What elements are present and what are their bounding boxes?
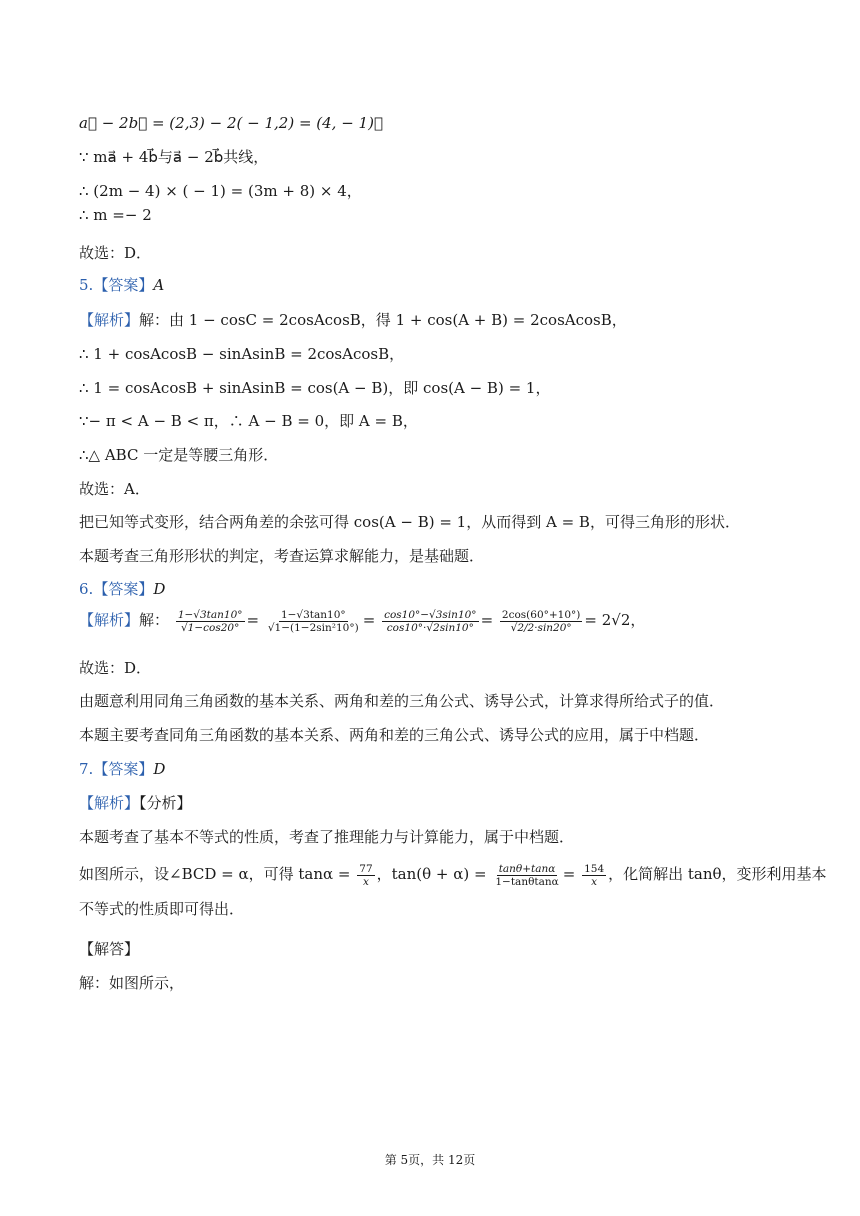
text-line: ∴△ ABC 一定是等腰三角形． — [79, 446, 279, 464]
text-line: ∴ m =− 2 — [79, 206, 152, 224]
section-tag: 【分析】 — [139, 794, 192, 812]
page-footer: 第 5页，共 12页 — [384, 1153, 476, 1167]
text-line: 不等式的性质即可得出． — [79, 900, 245, 918]
question-number: 7. — [79, 760, 94, 778]
fraction: $\frac{\tan\theta+\tan\alpha}{1-\tan\theta\tan\alpha}$ — [495, 862, 559, 888]
answer-tag: 【答案】 — [93, 276, 154, 294]
text-line: 如图所示，设∠BCD = α，可得 tanα = — [79, 865, 351, 883]
fraction: $\frac{2\cos(60^\circ+10^\circ)}{√2/2\cdot\sin 20^\circ}$ — [501, 608, 581, 634]
text-line: a⃗ − 2b⃗ = (2,3) − 2( − 1,2) = (4, − 1)， — [79, 114, 383, 132]
text-line: ，tan(θ + α) = — [376, 865, 487, 883]
analysis-tag: 【解析】 — [79, 611, 140, 629]
analysis-tag: 【解析】 — [79, 794, 140, 812]
fraction: $\frac{154}{x}$ — [584, 862, 605, 888]
q5-analysis-line — [79, 309, 800, 331]
q7-answer-line — [79, 758, 800, 780]
text-line: 故选：D． — [79, 659, 152, 677]
q7-analysis-line — [79, 792, 800, 814]
text-line: ，化简解出 tanθ，变形利用基本 — [608, 865, 827, 883]
q6-formula-line: 【解析】解： $\frac{1-√3\tan 10^\circ}{√1-\cos 20^\circ}$ = $\frac{1-√3\tan 10^\circ}{\text{√1−(1−2sin²10°)}}$ = $\frac{\cos 10^\circ-√3\sin 10^\circ}{\cos 10^\circ\cdot√2\sin 10^\circ}$ = $\frac{2\cos(60^\circ+10^\circ)}{√2/2\cdot\sin 20^\circ}$ = 2√2， — [79, 608, 646, 634]
text-line: 故选：D． — [79, 244, 152, 262]
text-line: 本题主要考查同角三角函数的基本关系、两角和差的三角公式、诱导公式的应用，属于中档题． — [79, 726, 710, 744]
analysis-tag: 【解析】 — [79, 311, 140, 329]
q6-answer-line — [79, 578, 800, 600]
formula-result: = 2√2， — [584, 611, 646, 629]
text-line: 解： — [139, 611, 170, 629]
text-line: 解：如图所示， — [79, 974, 185, 992]
section-tag: 【解答】 — [79, 940, 140, 958]
text-line: 本题考查三角形形状的判定，考查运算求解能力，是基础题． — [79, 547, 485, 565]
answer-value: A — [153, 276, 165, 294]
text-line: ∴ 1 + cosAcosB − sinAsinB = 2cosAcosB， — [79, 345, 405, 363]
q7-formula-line: 如图所示，设∠BCD = α，可得 tanα = $\frac{77}{x}$ ，tan(θ + α) = $\frac{\tan\theta+\tan\alpha}{1-\tan\theta\tan\alpha}$ = $\frac{154}{x}$ ，化简解出 tanθ，变形利用基本 — [79, 862, 827, 888]
answer-tag: 【答案】 — [93, 580, 154, 598]
text-line: 由题意利用同角三角函数的基本关系、两角和差的三角公式、诱导公式，计算求得所给式子的值． — [79, 692, 725, 710]
text-line: 解：由 1 − cosC = 2cosAcosB，得 1 + cos(A + B) = 2cosAcosB， — [139, 311, 627, 329]
text-line: ∵ ma⃗ + 4b⃗与a⃗ − 2b⃗共线， — [79, 148, 269, 166]
fraction: $\frac{1-√3\tan 10^\circ}{\text{√1−(1−2sin²10°)}}$ — [267, 608, 359, 634]
text-line: ∵− π < A − B < π，∴ A − B = 0，即 A = B， — [79, 412, 418, 430]
question-number: 6. — [79, 580, 94, 598]
fraction: $\frac{77}{x}$ — [359, 862, 373, 888]
answer-value: D — [153, 580, 166, 598]
text-line: ∴ (2m − 4) × ( − 1) = (3m + 8) × 4， — [79, 182, 362, 200]
text-line: 故选：A． — [79, 480, 150, 498]
text-line: ∴ 1 = cosAcosB + sinAsinB = cos(A − B)，即 cos(A − B) = 1， — [79, 379, 551, 397]
fraction: $\frac{1-√3\tan 10^\circ}{√1-\cos 20^\circ}$ — [177, 608, 243, 634]
question-number: 5. — [79, 276, 94, 294]
q5-answer-line — [79, 274, 800, 296]
answer-value: D — [153, 760, 166, 778]
text-line: 本题考查了基本不等式的性质，考查了推理能力与计算能力，属于中档题． — [79, 828, 575, 846]
fraction: $\frac{\cos 10^\circ-√3\sin 10^\circ}{\cos 10^\circ\cdot√2\sin 10^\circ}$ — [384, 608, 477, 634]
answer-tag: 【答案】 — [93, 760, 154, 778]
text-line: 把已知等式变形，结合两角差的余弦可得 cos(A − B) = 1，从而得到 A = B，可得三角形的形状． — [79, 513, 740, 531]
